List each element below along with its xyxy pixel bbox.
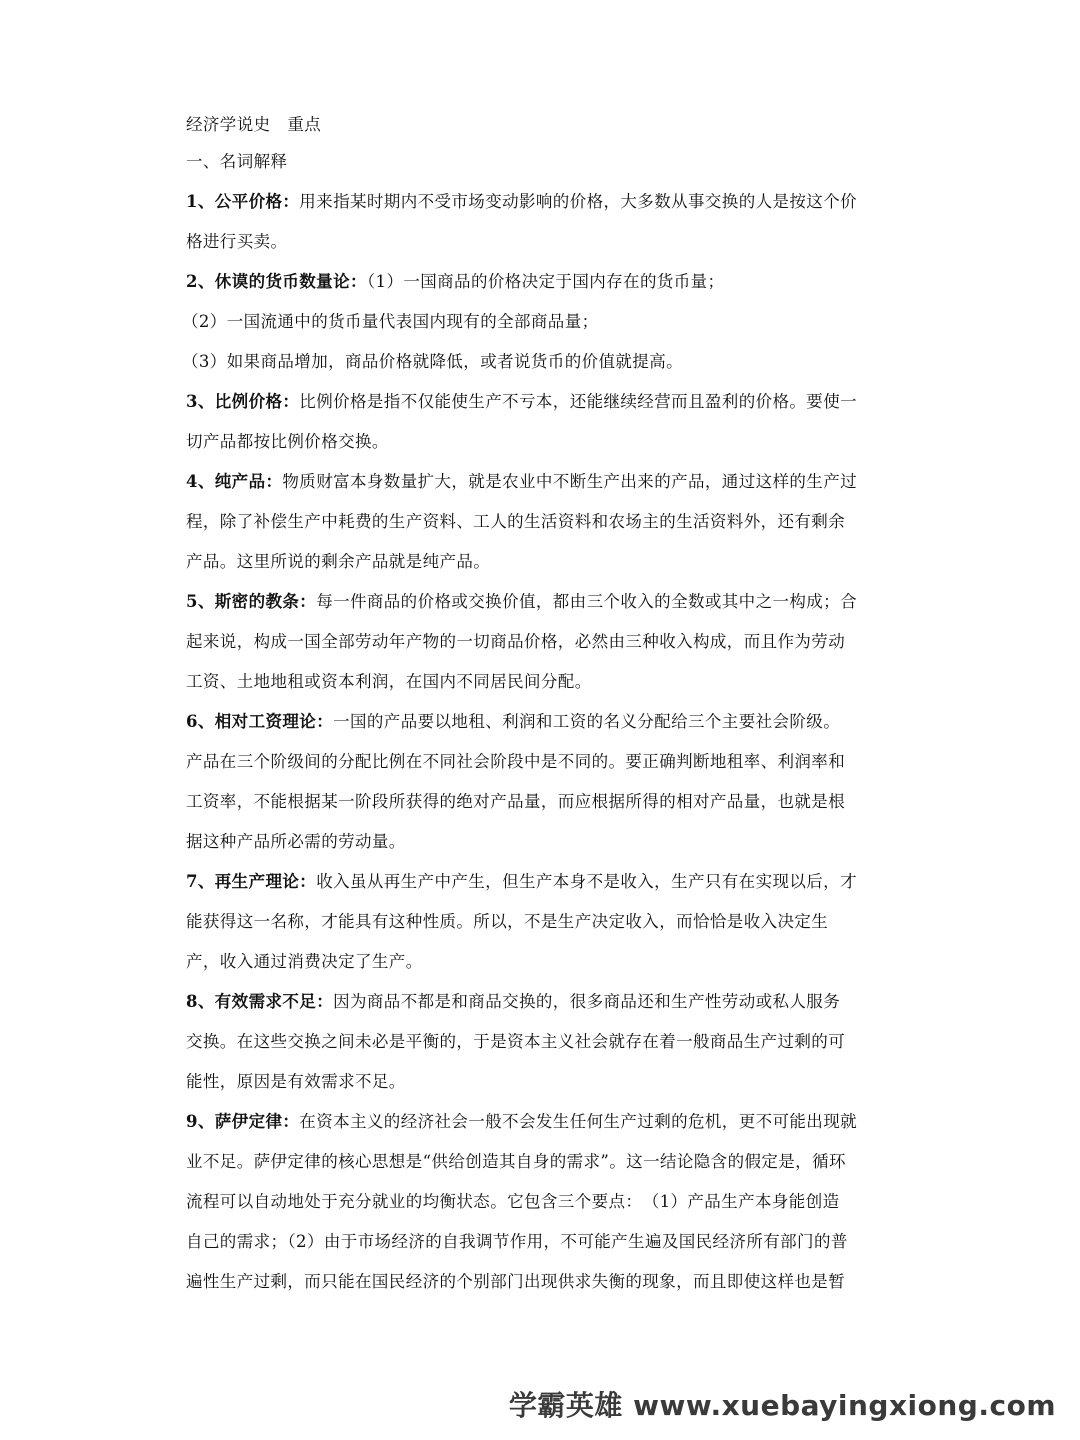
entry-text-line: 收入虽从再生产中产生，但生产本身不是收入，生产只有在实现以后，才 [316, 872, 857, 891]
entry-text-line: 据这种产品所必需的劳动量。 [186, 832, 406, 851]
entry-text-line: 产品在三个阶级间的分配比例在不同社会阶段中是不同的。要正确判断地租率、利润率和 [186, 752, 846, 771]
entry-term: 相对工资理论 [214, 712, 317, 731]
section-heading: 一、名词解释 [186, 152, 288, 171]
entry-number: 1、 [186, 192, 215, 211]
entry-text-line: 一国的产品要以地租、利润和工资的名义分配给三个主要社会阶级。 [333, 712, 841, 731]
entry-text-line: 切产品都按比例价格交换。 [186, 432, 389, 451]
entry-text-line: 程，除了补偿生产中耗费的生产资料、工人的生活资料和农场主的生活资料外，还有剩余 [186, 512, 846, 531]
entry-term: 比例价格 [214, 392, 283, 411]
entry-text-line: 工资、土地地租或资本利润，在国内不同居民间分配。 [186, 672, 592, 691]
entry-term: 萨伊定律 [214, 1112, 283, 1131]
entry-1: 1、公平价格：用来指某时期内不受市场变动影响的价格，大多数从事交换的人是按这个价 格进行买卖。 [186, 182, 898, 262]
entry-number: 2、 [186, 272, 215, 291]
entry-text-line: 格进行买卖。 [186, 232, 288, 251]
entry-term: 公平价格 [214, 192, 283, 211]
entry-text-line: 能性，原因是有效需求不足。 [186, 1072, 406, 1091]
entry-text-line: 在资本主义的经济社会一般不会发生任何生产过剩的危机，更不可能出现就 [299, 1112, 857, 1131]
entry-text-line: （1）一国商品的价格决定于国内存在的货币量； [366, 272, 725, 291]
entry-term: 有效需求不足 [214, 992, 317, 1011]
entry-number: 5、 [186, 592, 215, 611]
entry-text-line: 自己的需求；（2）由于市场经济的自我调节作用，不可能产生遍及国民经济所有部门的普 [186, 1232, 848, 1251]
document-title: 经济学说史 重点 [186, 115, 322, 134]
entry-5: 5、斯密的教条：每一件商品的价格或交换价值，都由三个收入的全数或其中之一构成；合 起来说，构成一国全部劳动年产物的一切商品价格，必然由三种收入构成，而且作为劳动 工资、土地地租或资本利润，在国内不同居民间分配。 [186, 582, 898, 702]
entry-text-line: 产品。这里所说的剩余产品就是纯产品。 [186, 552, 491, 571]
site-watermark: 学霸英雄 www.xuebayingxiong.com [508, 1389, 1056, 1422]
entry-9: 9、萨伊定律：在资本主义的经济社会一般不会发生任何生产过剩的危机，更不可能出现就 业不足。萨伊定律的核心思想是“供给创造其自身的需求”。这一结论隐含的假定是，循环 流程可以自动地处于充分就业的均衡状态。它包含三个要点： （1）产品生产本身能创造 自己的需求；（2）由于市场经济的自我调节作用，不可能产生遍及国民经济所有部门的普 遍性生产过剩，而只能在国民经济的个别部门出现供求失衡的现象，而且即使这样也是暂 [186, 1102, 898, 1302]
document-body [182, 108, 898, 1302]
entry-number: 4、 [186, 472, 215, 491]
entry-6: 6、相对工资理论：一国的产品要以地租、利润和工资的名义分配给三个主要社会阶级。 产品在三个阶级间的分配比例在不同社会阶段中是不同的。要正确判断地租率、利润率和 工资率，不能根据某一阶段所获得的绝对产品量，而应根据所得的相对产品量，也就是根 据这种产品所必需的劳动量。 [186, 702, 898, 862]
entry-term: 再生产理论 [214, 872, 300, 891]
entry-2: 2、休谟的货币数量论：（1）一国商品的价格决定于国内存在的货币量； （2）一国流通中的货币量代表国内现有的全部商品量； （3）如果商品增加，商品价格就降低，或者说货币的价值就提高。 [186, 262, 898, 382]
entry-text-line: 比例价格是指不仅能使生产不亏本，还能继续经营而且盈利的价格。要使一 [299, 392, 857, 411]
entry-number: 3、 [186, 392, 215, 411]
entry-number: 6、 [186, 712, 215, 731]
entry-text-line: （3）如果商品增加，商品价格就降低，或者说货币的价值就提高。 [182, 352, 683, 371]
entry-text-line: 每一件商品的价格或交换价值，都由三个收入的全数或其中之一构成；合 [316, 592, 857, 611]
entry-text-line: 遍性生产过剩，而只能在国民经济的个别部门出现供求失衡的现象，而且即使这样也是暂 [186, 1272, 846, 1291]
entry-text-line: 因为商品不都是和商品交换的，很多商品还和生产性劳动或私人服务 [333, 992, 841, 1011]
entry-text-line: 起来说，构成一国全部劳动年产物的一切商品价格，必然由三种收入构成，而且作为劳动 [186, 632, 846, 651]
entry-4: 4、纯产品：物质财富本身数量扩大，就是农业中不断生产出来的产品，通过这样的生产过 程，除了补偿生产中耗费的生产资料、工人的生活资料和农场主的生活资料外，还有剩余 产品。这里所说的剩余产品就是纯产品。 [186, 462, 898, 582]
entry-number: 9、 [186, 1112, 215, 1131]
entry-8: 8、有效需求不足：因为商品不都是和商品交换的，很多商品还和生产性劳动或私人服务 交换。在这些交换之间未必是平衡的，于是资本主义社会就存在着一般商品生产过剩的可 能性，原因是有效需求不足。 [186, 982, 898, 1102]
entry-text-line: 交换。在这些交换之间未必是平衡的，于是资本主义社会就存在着一般商品生产过剩的可 [186, 1032, 846, 1051]
entry-text-line: （2）一国流通中的货币量代表国内现有的全部商品量； [182, 312, 599, 331]
entry-3: 3、比例价格：比例价格是指不仅能使生产不亏本，还能继续经营而且盈利的价格。要使一 切产品都按比例价格交换。 [186, 382, 898, 462]
entry-term: 休谟的货币数量论 [214, 272, 350, 291]
entry-number: 7、 [186, 872, 215, 891]
entry-text-line: 流程可以自动地处于充分就业的均衡状态。它包含三个要点： （1）产品生产本身能创造 [186, 1192, 840, 1211]
entry-7: 7、再生产理论：收入虽从再生产中产生，但生产本身不是收入，生产只有在实现以后，才 能获得这一名称，才能具有这种性质。所以，不是生产决定收入，而恰恰是收入决定生 产，收入通过消费决定了生产。 [186, 862, 898, 982]
entry-number: 8、 [186, 992, 215, 1011]
entry-term: 纯产品 [214, 472, 266, 491]
entry-text-line: 工资率，不能根据某一阶段所获得的绝对产品量，而应根据所得的相对产品量，也就是根 [186, 792, 846, 811]
entry-text-line: 业不足。萨伊定律的核心思想是“供给创造其自身的需求”。这一结论隐含的假定是，循环 [186, 1152, 846, 1171]
entry-text-line: 能获得这一名称，才能具有这种性质。所以，不是生产决定收入，而恰恰是收入决定生 [186, 912, 829, 931]
entry-text-line: 物质财富本身数量扩大，就是农业中不断生产出来的产品，通过这样的生产过 [282, 472, 857, 491]
entry-term: 斯密的教条 [214, 592, 300, 611]
entry-text-line: 产，收入通过消费决定了生产。 [186, 952, 423, 971]
entry-text-line: 用来指某时期内不受市场变动影响的价格，大多数从事交换的人是按这个价 [299, 192, 857, 211]
